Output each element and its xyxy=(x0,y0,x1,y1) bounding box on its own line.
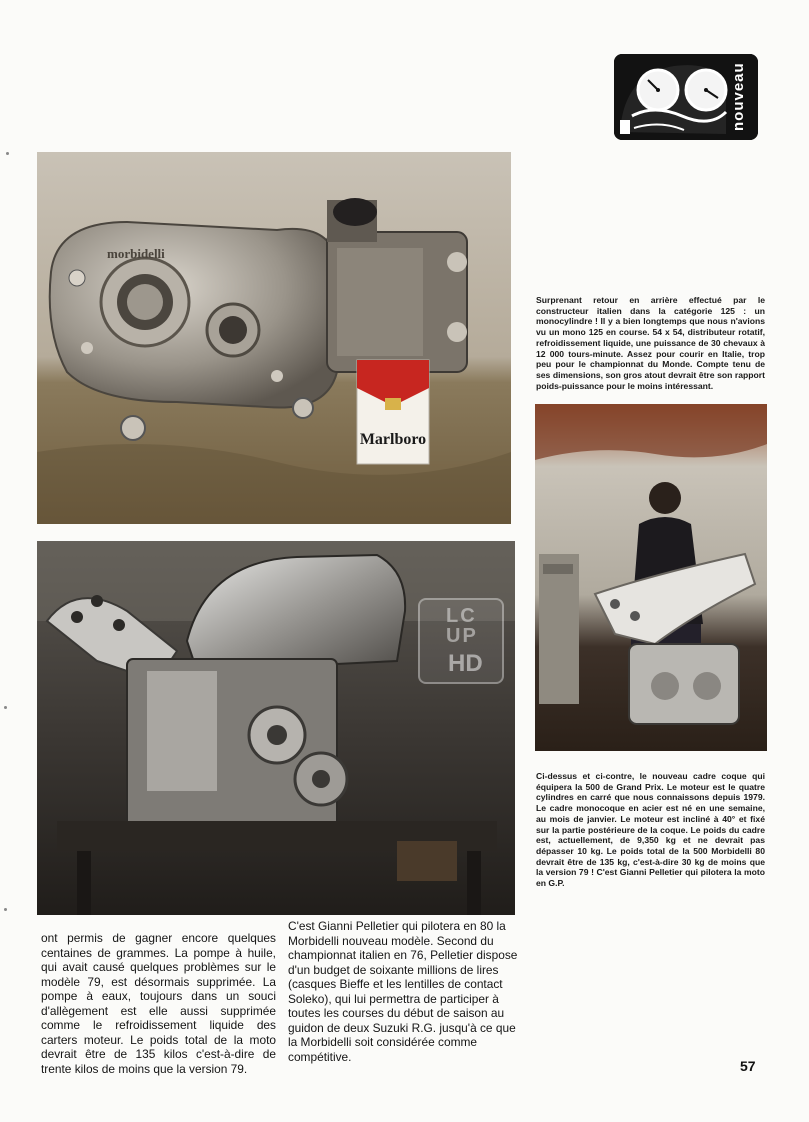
logo-label: nouveau xyxy=(730,62,747,132)
engine-mark: morbidelli xyxy=(107,246,165,261)
watermark-logo xyxy=(418,598,504,684)
caption-125cc: Surprenant retour en arrière effectué par le constructeur italien dans la catégorie 125 : un monocylindre ! Il y a bien longtemps que nous n'avions vu un mono 125 en course. 54 x 54, distributeur rotatif, refroidissement liquide, une puissance de 30 chevaux à 12 000 tours-minute. Assez pour courir en Italie, trop peu pour le championnat du Monde. Compte tenu de ses dimensions, son gros atout devrait être son rapport poids-puissance pour le moins intéressant. xyxy=(536,295,765,391)
body-column-middle: C'est Gianni Pelletier qui pilotera en 80 la Morbidelli nouveau modèle. Second du championnat italien en 76, Pelletier dispose d'un budget de soixante millions de lires (casques Bieffe et les lentilles de contact Soleko), qui lui permettra de participer à toutes les courses du début de saison au guidon de deux Suzuki R.G. jusqu'à ce que la Morbidelli soit considérée comme compétitive. xyxy=(288,919,518,1064)
watermark-hd-text: HD xyxy=(448,650,483,677)
caption-500-frame: Ci-dessus et ci-contre, le nouveau cadre coque qui équipera la 500 de Grand Prix. Le moteur est le quatre cylindres en carré que nous connaissons depuis 1979. Le cadre monocoque en acier est né en une semaine, au mois de janvier. Le moteur est incliné à 40° et fixé sur la partie postérieure de la coque. Le poids du cadre est, actuellement, de 9,350 kg et ne devrait pas dépasser 10 kg. Le poids total de la 500 Morbidelli 80 devrait être de 135 kg, c'est-à-dire 30 kg de moins que la version 79 ! C'est Gianni Pelletier qui pilotera la moto en G.P. xyxy=(536,771,765,889)
mechanic-photo xyxy=(535,404,767,751)
print-speck xyxy=(6,152,9,155)
page-number: 57 xyxy=(740,1058,756,1074)
watermark-top-text: LC UP xyxy=(446,605,478,647)
print-speck xyxy=(4,706,7,709)
engine-photo xyxy=(37,152,511,524)
print-speck xyxy=(4,908,7,911)
section-logo xyxy=(614,54,758,140)
body-column-left: ont permis de gagner encore quelques centaines de grammes. La pompe à huile, qui avait causé quelques problèmes sur le modèle 79, est désormais supprimée. La pompe à eaux, toujours dans un souci d'allègement est elle aussi supprimée comme le refroidissement liquide des carters moteur. Le poids total de la moto devrait être de 135 kilos c'est-à-dire de trente kilos de moins que la version 79. xyxy=(41,931,276,1076)
marlboro-label: Marlboro xyxy=(359,431,427,448)
